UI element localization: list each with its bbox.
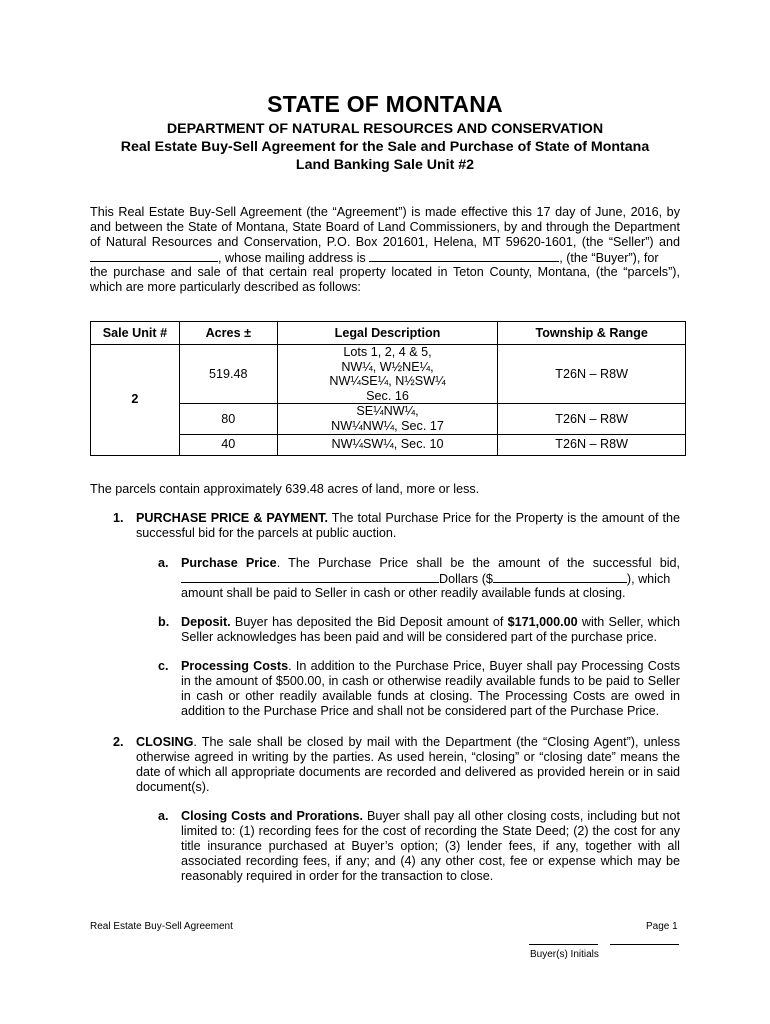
deposit-amount: $171,000.00 (507, 615, 578, 629)
table-row (91, 404, 686, 434)
buyer-address-blank[interactable] (369, 250, 559, 262)
sale-unit-cell: 2 (91, 345, 180, 456)
subsection-text: . The Purchase Price shall be the amount of the successful bid, (276, 556, 680, 570)
section-line: date of which all appropriate documents are recorded and delivered as provided herein or in said (136, 765, 680, 779)
table-header-row (91, 322, 686, 345)
footer-title: Real Estate Buy-Sell Agreement (90, 921, 233, 932)
township-range-cell: T26N – R8W (498, 434, 686, 455)
subsection-line: limited to: (1) recording fees for the cost of recording the State Deed; (2) the cost for any (181, 824, 680, 838)
intro-text: , (the “Buyer”), for (559, 251, 659, 265)
section-heading: CLOSING (136, 735, 194, 749)
subsection-heading: Processing Costs (181, 659, 289, 673)
legal-line: SE¼NW¼, (356, 404, 419, 419)
intro-line: of Natural Resources and Conservation, P.O. Box 201601, Helena, MT 59620-1601, (the “Seller”) and (90, 235, 680, 249)
buyer-name-blank[interactable] (90, 250, 218, 262)
subsection-label: b. (158, 615, 170, 629)
section-number: 2. (113, 735, 124, 749)
subsection-text: Buyer shall pay all other closing costs, including but not (362, 809, 681, 823)
subsection-text: Buyer has deposited the Bid Deposit amount of (230, 615, 508, 629)
subsection-line (181, 556, 680, 572)
subsection-line: reasonably required in order for the transaction to close. (181, 869, 494, 883)
intro-line: which are more particularly described as follows: (90, 280, 361, 294)
subsection-line: addition to the Purchase Price and shall not be considered part of the Purchase Price. (181, 704, 660, 718)
township-range-cell: T26N – R8W (498, 345, 686, 404)
intro-line: the purchase and sale of that certain real property located in Teton County, Montana, (the “parcels”), (90, 265, 680, 279)
agreement-title-line1: Real Estate Buy-Sell Agreement for the Sale and Purchase of State of Montana (120, 139, 650, 155)
column-header: Township & Range (498, 322, 686, 345)
subsection-heading: Deposit. (181, 615, 231, 629)
subsection-line: in cash or other readily available funds at closing. The Processing Costs are owed in (181, 689, 680, 703)
intro-line: This Real Estate Buy-Sell Agreement (the “Agreement”) is made effective this 17 day of June, 2016, by (90, 205, 680, 219)
acres-cell: 40 (179, 434, 277, 455)
intro-text: , whose mailing address is (218, 251, 366, 265)
subsection-heading: Purchase Price (181, 556, 277, 570)
subsection-line: title insurance purchased at Buyer’s option; (3) lender fees, if any, together with all (181, 839, 680, 853)
subsection-line (181, 615, 680, 631)
column-header: Legal Description (277, 322, 498, 345)
section-text: The total Purchase Price for the Property is the amount of the (327, 511, 680, 525)
subsection-line (181, 809, 680, 825)
section-text: . The sale shall be closed by mail with the Department (the “Closing Agent”), unless (193, 735, 680, 749)
township-range-cell: T26N – R8W (498, 404, 686, 434)
subsection-label: c. (158, 659, 169, 673)
table-row (91, 434, 686, 455)
initials-line[interactable] (529, 944, 598, 945)
intro-line: and between the State of Montana, State Board of Land Commissioners, by and through the Department (90, 220, 680, 234)
legal-line: NW¼SE¼, N½SW¼ (329, 374, 446, 389)
subsection-line: in the amount of $500.00, in cash or otherwise readily available funds to be paid to Seller (181, 674, 680, 688)
legal-description-cell (277, 404, 498, 434)
agreement-title-line2: Land Banking Sale Unit #2 (295, 157, 475, 173)
page-title: STATE OF MONTANA (267, 91, 503, 117)
subsection-label: a. (158, 809, 169, 823)
subsection-line (181, 659, 680, 675)
subsection-text: . In addition to the Purchase Price, Buyer shall pay Processing Costs (288, 659, 680, 673)
subsection-text: with Seller, which (577, 615, 680, 629)
price-amount-blank[interactable] (493, 571, 627, 583)
section-line (136, 735, 680, 751)
subsection-heading: Closing Costs and Prorations. (181, 809, 363, 823)
section-heading: PURCHASE PRICE & PAYMENT. (136, 511, 328, 525)
section-line: successful bid for the parcels at public auction. (136, 526, 397, 540)
legal-line: Lots 1, 2, 4 & 5, (343, 345, 432, 359)
page-number: Page 1 (646, 921, 678, 932)
initials-label: Buyer(s) Initials (530, 949, 599, 960)
acres-cell: 80 (179, 404, 277, 434)
subsection-line: Seller acknowledges has been paid and will be considered part of the purchase price. (181, 630, 658, 644)
legal-line: NW¼NW¼, Sec. 17 (331, 418, 444, 433)
table-row (91, 345, 686, 404)
section-line: document(s). (136, 780, 210, 794)
initials-line[interactable] (610, 944, 679, 945)
department-heading: DEPARTMENT OF NATURAL RESOURCES AND CONSERVATION (166, 121, 604, 137)
legal-description-cell (277, 345, 498, 404)
subsection-text: Dollars ($ (439, 572, 493, 586)
acres-cell: 519.48 (179, 345, 277, 404)
acreage-statement: The parcels contain approximately 639.48 acres of land, more or less. (90, 482, 480, 496)
column-header: Sale Unit # (91, 322, 180, 345)
section-number: 1. (113, 511, 124, 525)
subsection-text: ), which (626, 572, 671, 586)
section-line: otherwise agreed in writing by the parties. As used herein, “closing” or “closing date” means the (136, 750, 680, 764)
column-header: Acres ± (179, 322, 277, 345)
price-words-blank[interactable] (181, 571, 439, 583)
parcels-table (90, 321, 686, 456)
legal-line: NW¼SW¼, Sec. 10 (331, 437, 444, 452)
legal-description-cell (277, 434, 498, 455)
legal-line: Sec. 16 (366, 388, 409, 403)
subsection-label: a. (158, 556, 169, 570)
subsection-line: amount shall be paid to Seller in cash or other readily available funds at closing. (181, 586, 626, 600)
legal-line: NW¼, W½NE¼, (341, 359, 434, 374)
section-line (136, 511, 680, 527)
subsection-line: associated recording fees, if any; and (4) any other cost, fee or expense which may be (181, 854, 680, 868)
